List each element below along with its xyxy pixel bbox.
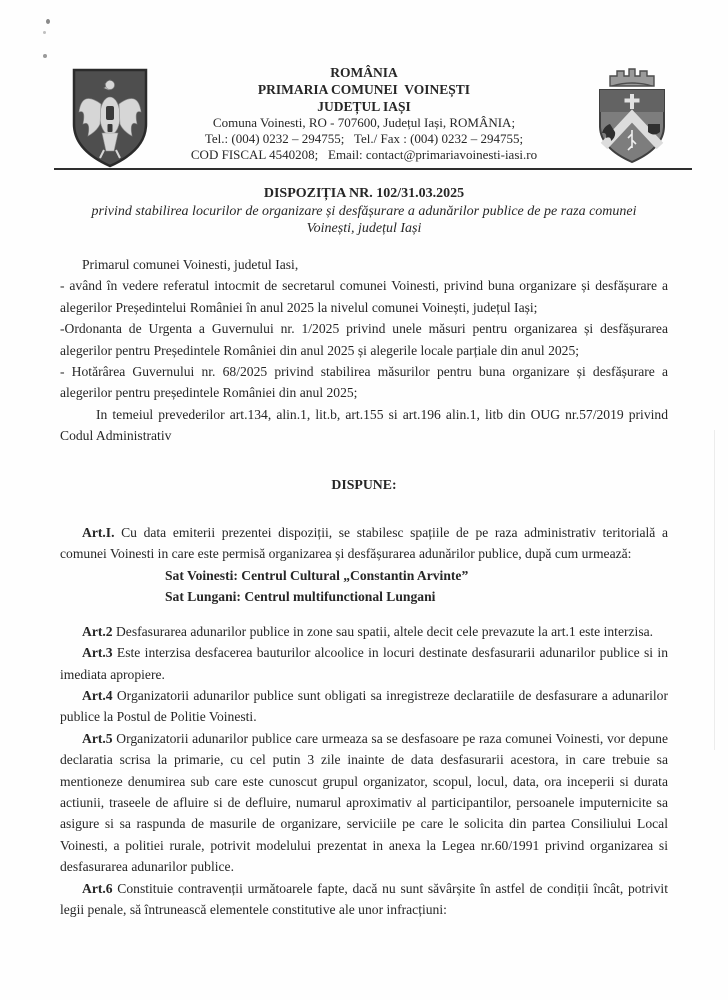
article-1-text: Cu data emiterii prezentei dispoziții, se stabilesc spațiile de pe raza administrativ teritorială a comunei Voinesti in care este permisă organizarea și desfășurarea adunărilor publice, după cum urmează: (60, 525, 668, 562)
preamble-item: -Ordonanta de Urgenta a Guvernului nr. 1/2025 privind unele măsuri pentru organizarea și desfășurarea alegerilor pentru Președintele României din anul 2025 și alegerile locale parțiale din anul 2025; (60, 321, 668, 358)
article-4-label: Art.4 (82, 687, 113, 703)
article-3 (60, 642, 668, 685)
article-1 (60, 522, 668, 565)
article-2-label: Art.2 (82, 623, 113, 639)
address-line: Comuna Voinesti, RO - 707600, Județul Iași, ROMÂNIA; (212, 115, 516, 130)
institution-name: PRIMARIA COMUNEI VOINEȘTI (257, 82, 471, 97)
county-name: JUDEȚUL IAȘI (317, 99, 411, 114)
romania-coat-of-arms-icon (70, 66, 150, 170)
country-name: ROMÂNIA (330, 65, 398, 80)
scan-edge-artifact (714, 430, 715, 750)
document-body (60, 254, 668, 920)
article-2-text: Desfasurarea adunarilor publice in zone sau spatii, altele decit cele prevazute la art.1 este interzisa. (112, 623, 654, 639)
locations-list (165, 565, 668, 608)
scan-speck (43, 54, 47, 58)
document-title: DISPOZIȚIA NR. 102/31.03.2025 (263, 186, 465, 201)
location-item: Sat Voinesti: Centrul Cultural „Constantin Arvinte” (165, 567, 469, 583)
article-3-text: Este interzisa desfacerea bauturilor alcoolice in locuri destinate desfasurarii adunarilor publice si in imediata apropiere. (60, 645, 668, 682)
article-4-text: Organizatorii adunarilor publice sunt obligati sa inregistreze declaratiile de desfasurare a adunarilor publice la Postul de Politie Voinesti. (60, 687, 668, 725)
voinesti-coat-of-arms-icon (586, 62, 678, 168)
article-1-label: Art.I. (82, 525, 115, 541)
article-3-label: Art.3 (82, 645, 113, 661)
location-item: Sat Lungani: Centrul multifunctional Lungani (165, 589, 436, 605)
preamble-item: - având în vedere referatul intocmit de secretarul comunei Voinesti, privind buna organizare și desfășurare a alegerilor Președintelui României în anul 2025 la nivelul comunei Voinești, județul Iași; (60, 278, 668, 315)
legal-basis: In temeiul prevederilor art.134, alin.1, lit.b, art.155 si art.196 alin.1, litb din OUG nr.57/2019 privind Codul Administrativ (60, 406, 668, 444)
scan-speck (43, 31, 46, 34)
document-subtitle: privind stabilirea locurilor de organizare și desfășurare a adunărilor publice de pe raza comunei Voinești, județul Iași (91, 204, 637, 236)
article-4 (60, 685, 668, 728)
article-6-text: Constituie contravenții următoarele fapte, dacă nu sunt săvârșite în astfel de condiții încât, potrivit legii penale, să întrunească elementele constitutive ale unor infracțiuni: (60, 880, 668, 917)
preamble-intro: Primarul comunei Voinesti, judetul Iasi, (82, 257, 299, 272)
scan-speck (46, 19, 50, 24)
article-5-text: Organizatorii adunarilor publice care urmeaza sa se desfasoare pe raza comunei Voinesti, vor depune declaratia scrisa la primarie, cu cel putin 3 zile inainte de data desfasurarii acestora, in care trebuie sa mentioneze denumirea sub care este cunoscut grupul organizator, scopul, locul, data, ora inceperii si durata actiunii, traseele de afluire si de defluire, numarul aproximativ al participantilor, persoanele imputernicite sa asigure si sa raspunda de masurile de organizare, serviciile pe care le solicita din partea Consiliului Local Voinesti, a politiei rurale, potrivit modelului prezentat in anexa la Legea nr.60/1991 privind organizarea si desfasurarea adunarilor publice. (60, 730, 668, 875)
phone-line: Tel.: (004) 0232 – 294755; Tel./ Fax : (004) 0232 – 294755; (204, 131, 524, 146)
dispune-heading: DISPUNE: (331, 476, 397, 492)
article-5-label: Art.5 (82, 730, 113, 746)
article-6-label: Art.6 (82, 880, 113, 896)
article-5 (60, 728, 668, 878)
title-block (0, 185, 728, 237)
fiscal-email-line: COD FISCAL 4540208; Email: contact@primariavoinesti-iasi.ro (190, 147, 538, 162)
preamble-item: - Hotărârea Guvernului nr. 68/2025 privind stabilirea măsurilor pentru buna organizare și desfășurare a alegerilor pentru președintele României din anul 2025; (60, 364, 668, 401)
article-2 (60, 621, 668, 642)
article-6 (60, 878, 668, 921)
